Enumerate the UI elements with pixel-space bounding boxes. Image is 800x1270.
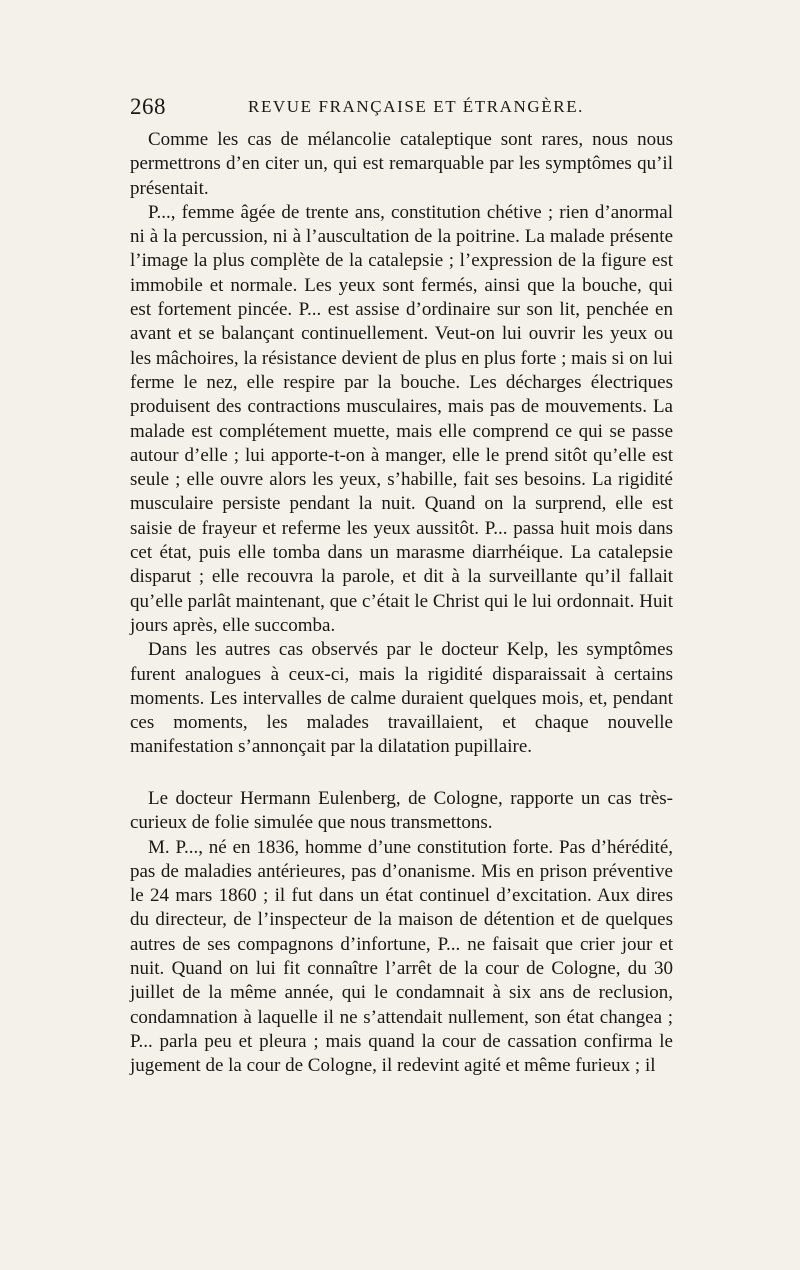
page-header	[130, 94, 675, 122]
paragraph: Comme les cas de mélancolie cataleptique sont rares, nous nous permettrons d’en citer un, qui est remarquable par les symptômes qu’il présentait.	[130, 129, 673, 199]
running-title: REVUE FRANÇAISE ET ÉTRANGÈRE.	[248, 97, 585, 116]
paragraph: P..., femme âgée de trente ans, constitution chétive ; rien d’anormal ni à la percussion, ni à l’auscultation de la poitrine. La malade présente l’image la plus complète de la catalepsie ; l’expression de la figure est immobile et normale. Les yeux sont fermés, ainsi que la bouche, qui est fortement pincée. P... est assise d’ordinaire sur son lit, penchée en avant et se balançant continuellement. Veut-on lui ouvrir les yeux ou les mâchoires, la résistance devient de plus en plus forte ; mais si on lui ferme le nez, elle respire par la bouche. Les décharges électriques produisent des contractions musculaires, mais pas de mouvements. La malade est complétement muette, mais elle comprend ce qui se passe autour d’elle ; lui apporte-t-on à manger, elle le prend sitôt qu’elle est seule ; elle ouvre alors les yeux, s’habille, fait ses besoins. La rigidité musculaire persiste pendant la nuit. Quand on la surprend, elle est saisie de frayeur et referme les yeux aussitôt. P... passa huit mois dans cet état, puis elle tomba dans un marasme diarrhéique. La catalepsie disparut ; elle recouvra la parole, et dit à la surveillante qu’il fallait qu’elle parlât maintenant, que c’était le Christ qui le lui ordonnait. Huit jours après, elle succomba.	[130, 201, 673, 636]
paragraph: M. P..., né en 1836, homme d’une constitution forte. Pas d’hérédité, pas de maladies antérieures, pas d’onanisme. Mis en prison préventive le 24 mars 1860 ; il fut dans un état continuel d’excitation. Aux dires du directeur, de l’inspecteur de la maison de détention et de quelques autres de ses compagnons d’infortune, P... ne faisait que crier jour et nuit. Quand on lui fit connaître l’arrêt de la cour de Cologne, du 30 juillet de la même année, qui le condamnait à six ans de reclusion, condamnation à laquelle il ne s’attendait nullement, son état changea ; P... parla peu et pleura ; mais quand la cour de cassation confirma le jugement de la cour de Cologne, il redevint agité et même furieux ; il	[130, 836, 673, 1077]
paragraph: Dans les autres cas observés par le docteur Kelp, les symptômes furent analogues à ceux-ci, mais la rigidité disparaissait à certains moments. Les intervalles de calme duraient quelques mois, et, pendant ces moments, les malades travaillaient, et chaque nouvelle manifestation s’annonçait par la dilatation pupillaire.	[130, 639, 673, 758]
paragraph: Le docteur Hermann Eulenberg, de Cologne, rapporte un cas très-curieux de folie simulée que nous transmettons.	[130, 788, 673, 834]
page-number: 268	[130, 94, 166, 119]
text-section-simulated-madness	[130, 787, 673, 1079]
text-section-catalepsy	[130, 128, 673, 760]
